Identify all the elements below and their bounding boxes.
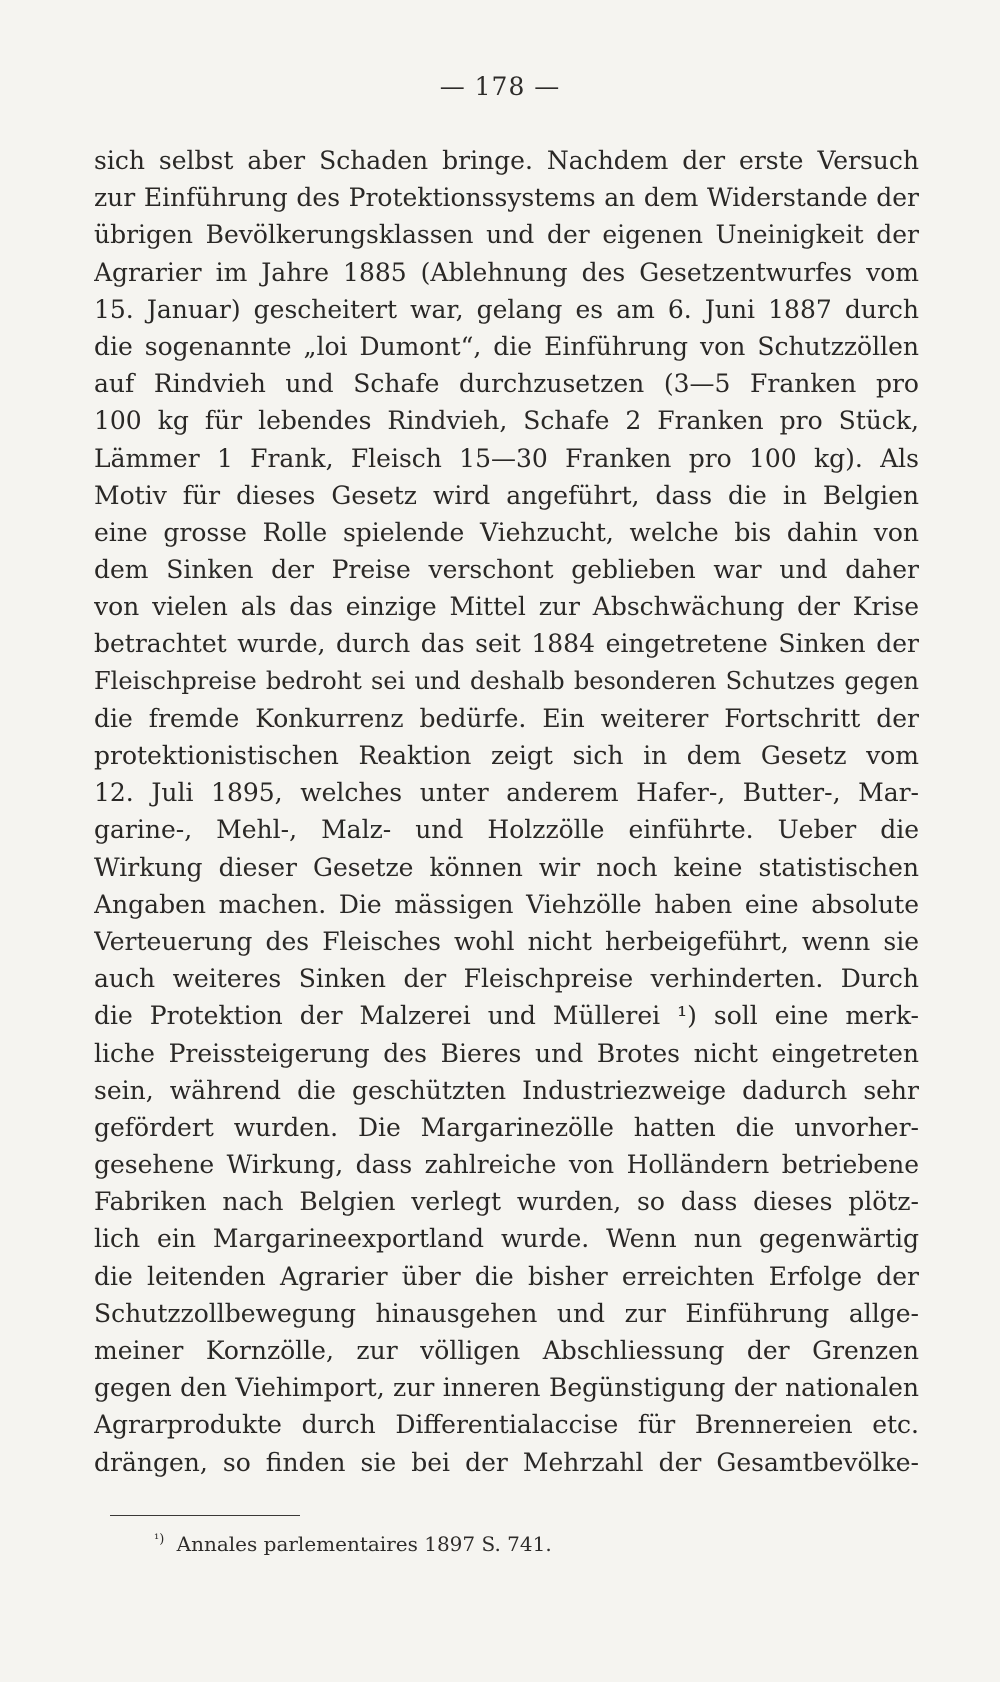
text-line: zur Einführung des Protektionssystems an dem Widerstande der (94, 183, 919, 213)
text-line: gegen den Viehimport, zur inneren Begünstigung der nationalen (94, 1373, 919, 1403)
text-line: lich ein Margarineexportland wurde. Wenn nun gegenwärtig (94, 1224, 919, 1254)
text-line: Fleischpreise bedroht sei und deshalb besonderen Schutzes gegen (94, 666, 919, 695)
text-line: Lämmer 1 Frank, Fleisch 15—30 Franken pro 100 kg). Als (94, 443, 919, 473)
text-line: 100 kg für lebendes Rindvieh, Schafe 2 Franken pro Stück, (94, 406, 919, 436)
text-line: protektionistischen Reaktion zeigt sich in dem Gesetz vom (94, 741, 919, 770)
text-line: die sogenannte „loi Dumont“, die Einführung von Schutzzöllen (94, 331, 919, 361)
text-line: eine grosse Rolle spielende Viehzucht, welche bis dahin von (94, 517, 919, 547)
footnote-marker: ¹) (154, 1532, 165, 1547)
text-line: betrachtet wurde, durch das seit 1884 eingetretene Sinken der (94, 629, 919, 659)
body-text (94, 142, 919, 1481)
text-line: Schutzzollbewegung hinausgehen und zur Einführung allge- (94, 1298, 919, 1328)
text-line: 15. Januar) gescheitert war, gelang es am 6. Juni 1887 durch (94, 294, 919, 324)
text-line: die fremde Konkurrenz bedürfe. Ein weiterer Fortschritt der (94, 703, 919, 733)
text-line: Motiv für dieses Gesetz wird angeführt, dass die in Belgien (94, 480, 919, 510)
text-line: übrigen Bevölkerungsklassen und der eigenen Uneinigkeit der (94, 220, 919, 250)
text-line: Agrarprodukte durch Differentialaccise für Brennereien etc. (94, 1410, 919, 1440)
text-line: auch weiteres Sinken der Fleischpreise verhinderten. Durch (94, 964, 919, 994)
text-line: Fabriken nach Belgien verlegt wurden, so dass dieses plötz- (94, 1187, 919, 1217)
text-line: die leitenden Agrarier über die bisher erreichten Erfolge der (94, 1261, 919, 1291)
text-line: gefördert wurden. Die Margarinezölle hatten die unvorher- (94, 1112, 919, 1142)
text-line: Agrarier im Jahre 1885 (Ablehnung des Gesetzentwurfes vom (94, 257, 919, 287)
text-line: von vielen als das einzige Mittel zur Abschwächung der Krise (94, 592, 919, 622)
text-line: die Protektion der Malzerei und Müllerei ¹) soll eine merk- (94, 1001, 919, 1031)
footnote-divider (110, 1515, 300, 1516)
text-line: meiner Kornzölle, zur völligen Abschliessung der Grenzen (94, 1336, 919, 1365)
text-line: garine-, Mehl-, Malz- und Holzzölle einführte. Ueber die (94, 815, 919, 845)
text-line: auf Rindvieh und Schafe durchzusetzen (3—5 Franken pro (94, 369, 919, 399)
text-line: Wirkung dieser Gesetze können wir noch keine statistischen (94, 852, 919, 882)
text-line: liche Preissteigerung des Bieres und Brotes nicht eingetreten (94, 1038, 919, 1068)
text-line: gesehene Wirkung, dass zahlreiche von Holländern betriebene (94, 1150, 919, 1180)
text-line: 12. Juli 1895, welches unter anderem Hafer-, Butter-, Mar- (94, 778, 919, 808)
footnote (154, 1532, 552, 1556)
text-line: sich selbst aber Schaden bringe. Nachdem der erste Versuch (94, 146, 919, 175)
text-line: drängen, so finden sie bei der Mehrzahl der Gesamtbevölke- (94, 1447, 919, 1477)
text-line: Angaben machen. Die mässigen Viehzölle haben eine absolute (94, 889, 919, 919)
page-number: — 178 — (439, 72, 561, 101)
text-line: Verteuerung des Fleisches wohl nicht herbeigeführt, wenn sie (94, 926, 919, 956)
text-line: sein, während die geschützten Industriezweige dadurch sehr (94, 1075, 919, 1105)
footnote-text: Annales parlementaires 1897 S. 741. (176, 1532, 552, 1556)
text-line: dem Sinken der Preise verschont geblieben war und daher (94, 555, 919, 585)
